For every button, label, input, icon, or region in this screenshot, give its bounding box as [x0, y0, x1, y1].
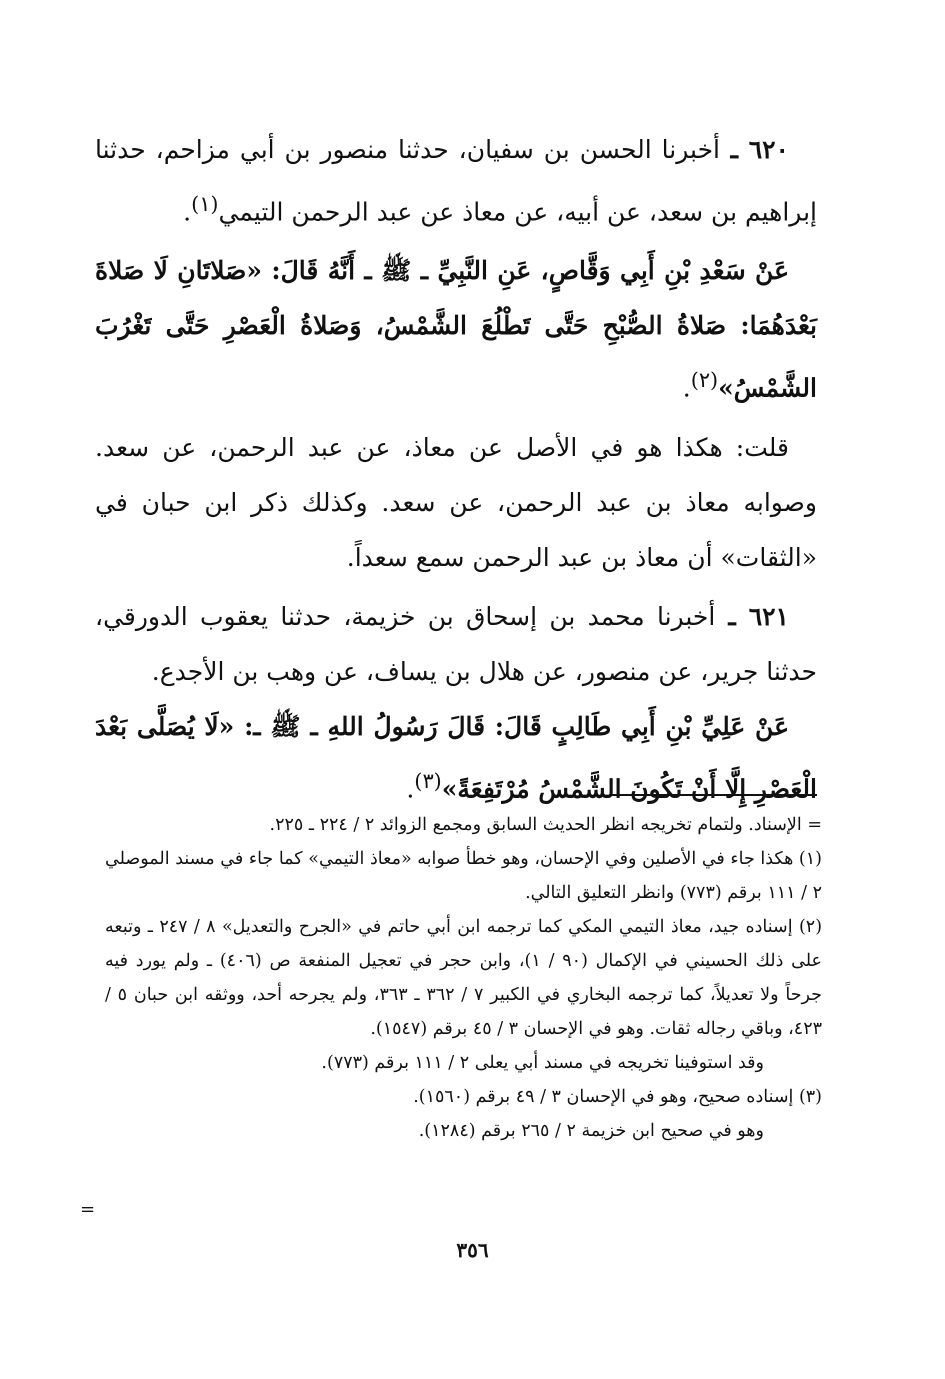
- footnote-continuation: = الإسناد. ولتمام تخريجه انظر الحديث السابق ومجمع الزوائد ٢ / ٢٢٤ ـ ٢٢٥.: [269, 815, 822, 835]
- period: .: [406, 773, 415, 803]
- hadith-number: ٦٢١ ـ: [715, 601, 789, 631]
- period: .: [183, 197, 192, 227]
- hadith-621-matn: [95, 699, 817, 816]
- footnote-separator: [612, 794, 817, 796]
- footnote-2: (٢) إسناده جيد، معاذ التيمي المكي كما ترجمه ابن أبي حاتم في «الجرح والتعديل» ٨ / ٢٤٧ ـ وتبعه على ذلك الحسيني في الإكمال (٩٠ / ١)، وابن حجر في تعجيل المنفعة ص (٤٠٦) ـ ولم يورد فيه جرحاً ولا تعديلاً، كما ترجمه البخاري في الكبير ٧ / ٣٦٢ ـ ٣٦٣، ولم يجرحه أحد، ووثقه ابن حبان ٥ / ٤٢٣، وباقي رجاله ثقات. وهو في الإحسان ٣ / ٤٥ برقم (١٥٤٧).: [105, 917, 823, 1039]
- hadith-620-matn: [95, 243, 817, 415]
- main-text: [95, 122, 817, 816]
- hadith-620-isnad: [95, 122, 817, 239]
- footnote-3: (٣) إسناده صحيح، وهو في الإحسان ٣ / ٤٩ برقم (١٥٦٠).: [413, 1087, 822, 1107]
- footnote-3-extra: وهو في صحيح ابن خزيمة ٢ / ٢٦٥ برقم (١٢٨٤).: [418, 1121, 764, 1141]
- matn-text: عَنْ سَعْدِ بْنِ أَبِي وَقَّاصٍ، عَنِ النَّبِيِّ ـ ﷺ ـ أَنَّهُ قَالَ: «صَلاتَانِ لَا صَلاةَ بَعْدَهُمَا: صَلاةُ الصُّبْحِ حَتَّى تَطْلُعَ الشَّمْسُ، وَصَلاةُ الْعَصْرِ حَتَّى تَغْرُبَ الشَّمْسُ»: [95, 256, 817, 403]
- footnote-2-extra: وقد استوفينا تخريجه في مسند أبي يعلى ٢ / ١١١ برقم (٧٧٣).: [321, 1053, 764, 1073]
- hadith-621-isnad: [95, 589, 817, 699]
- footnotes: [105, 808, 822, 1148]
- footnote-ref: (١): [191, 192, 219, 216]
- isnad-text: أخبرنا محمد بن إسحاق بن خزيمة، حدثنا يعقوب الدورقي، حدثنا جرير، عن منصور، عن هلال بن يساف، عن وهب بن الأجدع.: [95, 601, 817, 686]
- footnote-ref: (٢): [690, 368, 719, 393]
- commentary-text: قلت: هكذا هو في الأصل عن معاذ، عن عبد الرحمن، عن سعد. وصوابه معاذ بن عبد الرحمن، عن سعد. وكذلك ذكر ابن حبان في «الثقات» أن معاذ بن عبد الرحمن سمع سعداً.: [95, 432, 817, 572]
- isnad-text: أخبرنا الحسن بن سفيان، حدثنا منصور بن أبي مزاحم، حدثنا إبراهيم بن سعد، عن أبيه، عن معاذ عن عبد الرحمن التيمي: [95, 135, 817, 227]
- continuation-mark: =: [80, 1199, 96, 1220]
- footnote-ref: (٣): [414, 768, 442, 793]
- matn-text: عَنْ عَلِيِّ بْنِ أَبِي طَالِبٍ قَالَ: قَالَ رَسُولُ اللهِ ـ ﷺ ـ: «لَا يُصَلَّى بَعْدَ الْعَصْرِ إِلَّا أَنْ تَكُونَ الشَّمْسُ مُرْتَفِعَةً»: [95, 711, 817, 803]
- page-number: ٣٥٦: [456, 1238, 489, 1262]
- hadith-number: ٦٢٠ ـ: [719, 135, 789, 164]
- commentary: [95, 420, 817, 585]
- footnote-1: (١) هكذا جاء في الأصلين وفي الإحسان، وهو خطأ صوابه «معاذ التيمي» كما جاء في مسند الموصلي ٢ / ١١١ برقم (٧٧٣) وانظر التعليق التالي.: [105, 849, 822, 903]
- period: .: [682, 373, 691, 403]
